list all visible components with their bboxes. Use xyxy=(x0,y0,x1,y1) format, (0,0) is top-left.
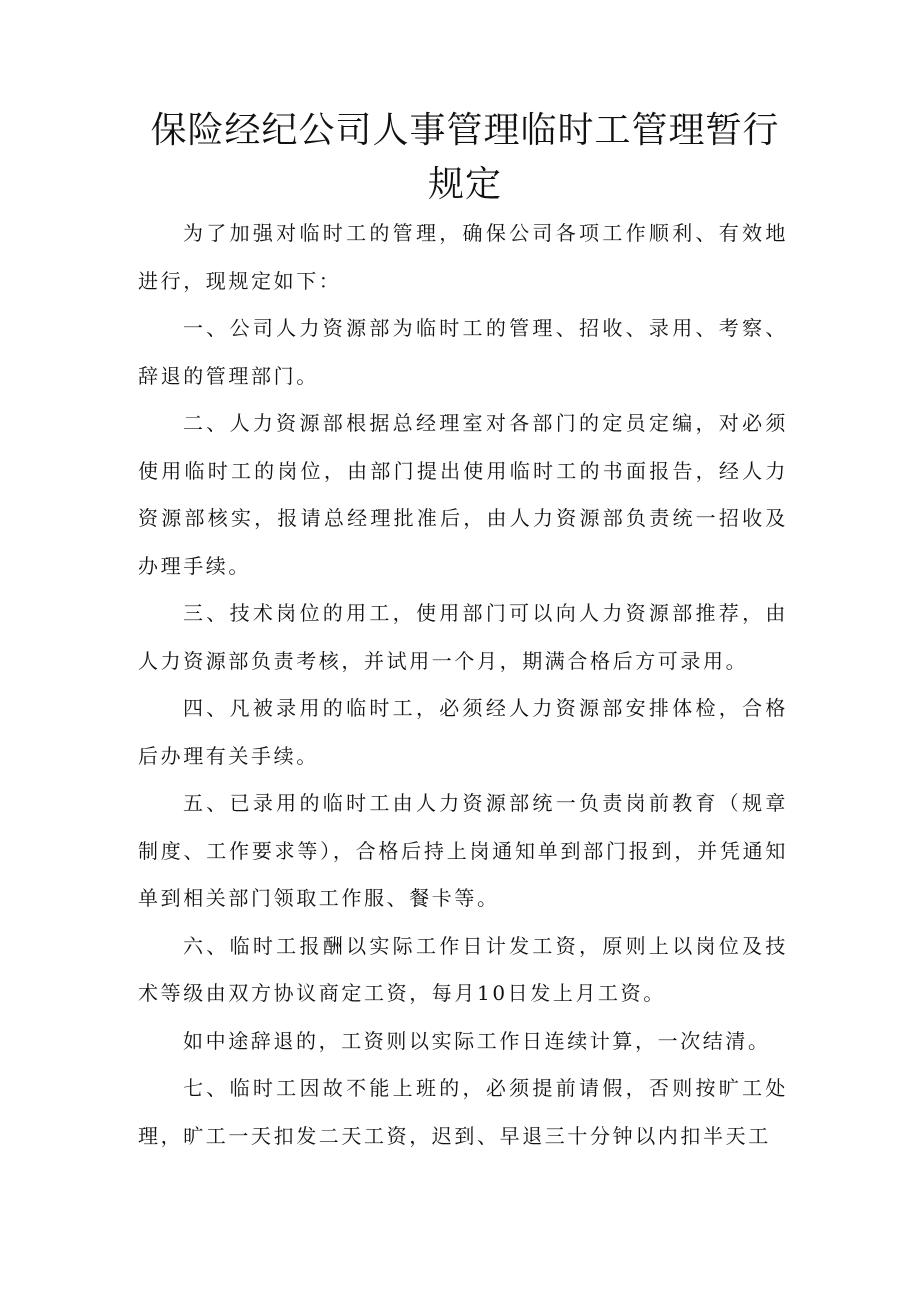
paragraph-article-6-note: 如中途辞退的，工资则以实际工作日连续计算，一次结清。 xyxy=(183,1028,771,1053)
document-title: 保险经纪公司人事管理临时工管理暂行规定 xyxy=(150,110,780,205)
paragraph-article-7: 七、临时工因故不能上班的，必须提前请假，否则按旷工处理，旷工一天扣发二天工资，迟到、早退三十分钟以内扣半天工 xyxy=(138,1076,788,1148)
document-body xyxy=(138,210,788,1160)
paragraph-article-3: 三、技术岗位的用工，使用部门可以向人力资源部推荐，由人力资源部负责考核，并试用一个月，期满合格后方可录用。 xyxy=(138,601,788,673)
paragraph-article-2: 二、人力资源部根据总经理室对各部门的定员定编，对必须使用临时工的岗位，由部门提出使用临时工的书面报告，经人力资源部核实，报请总经理批准后，由人力资源部负责统一招收及办理手续。 xyxy=(138,411,788,578)
paragraph-article-6: 六、临时工报酬以实际工作日计发工资，原则上以岗位及技术等级由双方协议商定工资，每月10日发上月工资。 xyxy=(138,933,788,1005)
paragraph-article-5: 五、已录用的临时工由人力资源部统一负责岗前教育（规章制度、工作要求等），合格后持上岗通知单到部门报到，并凭通知单到相关部门领取工作服、餐卡等。 xyxy=(138,791,788,910)
paragraph-article-1: 一、公司人力资源部为临时工的管理、招收、录用、考察、辞退的管理部门。 xyxy=(138,316,788,388)
paragraph-article-4: 四、凡被录用的临时工，必须经人力资源部安排体检，合格后办理有关手续。 xyxy=(138,696,788,768)
paragraph-intro: 为了加强对临时工的管理，确保公司各项工作顺利、有效地进行，现规定如下： xyxy=(138,221,788,293)
